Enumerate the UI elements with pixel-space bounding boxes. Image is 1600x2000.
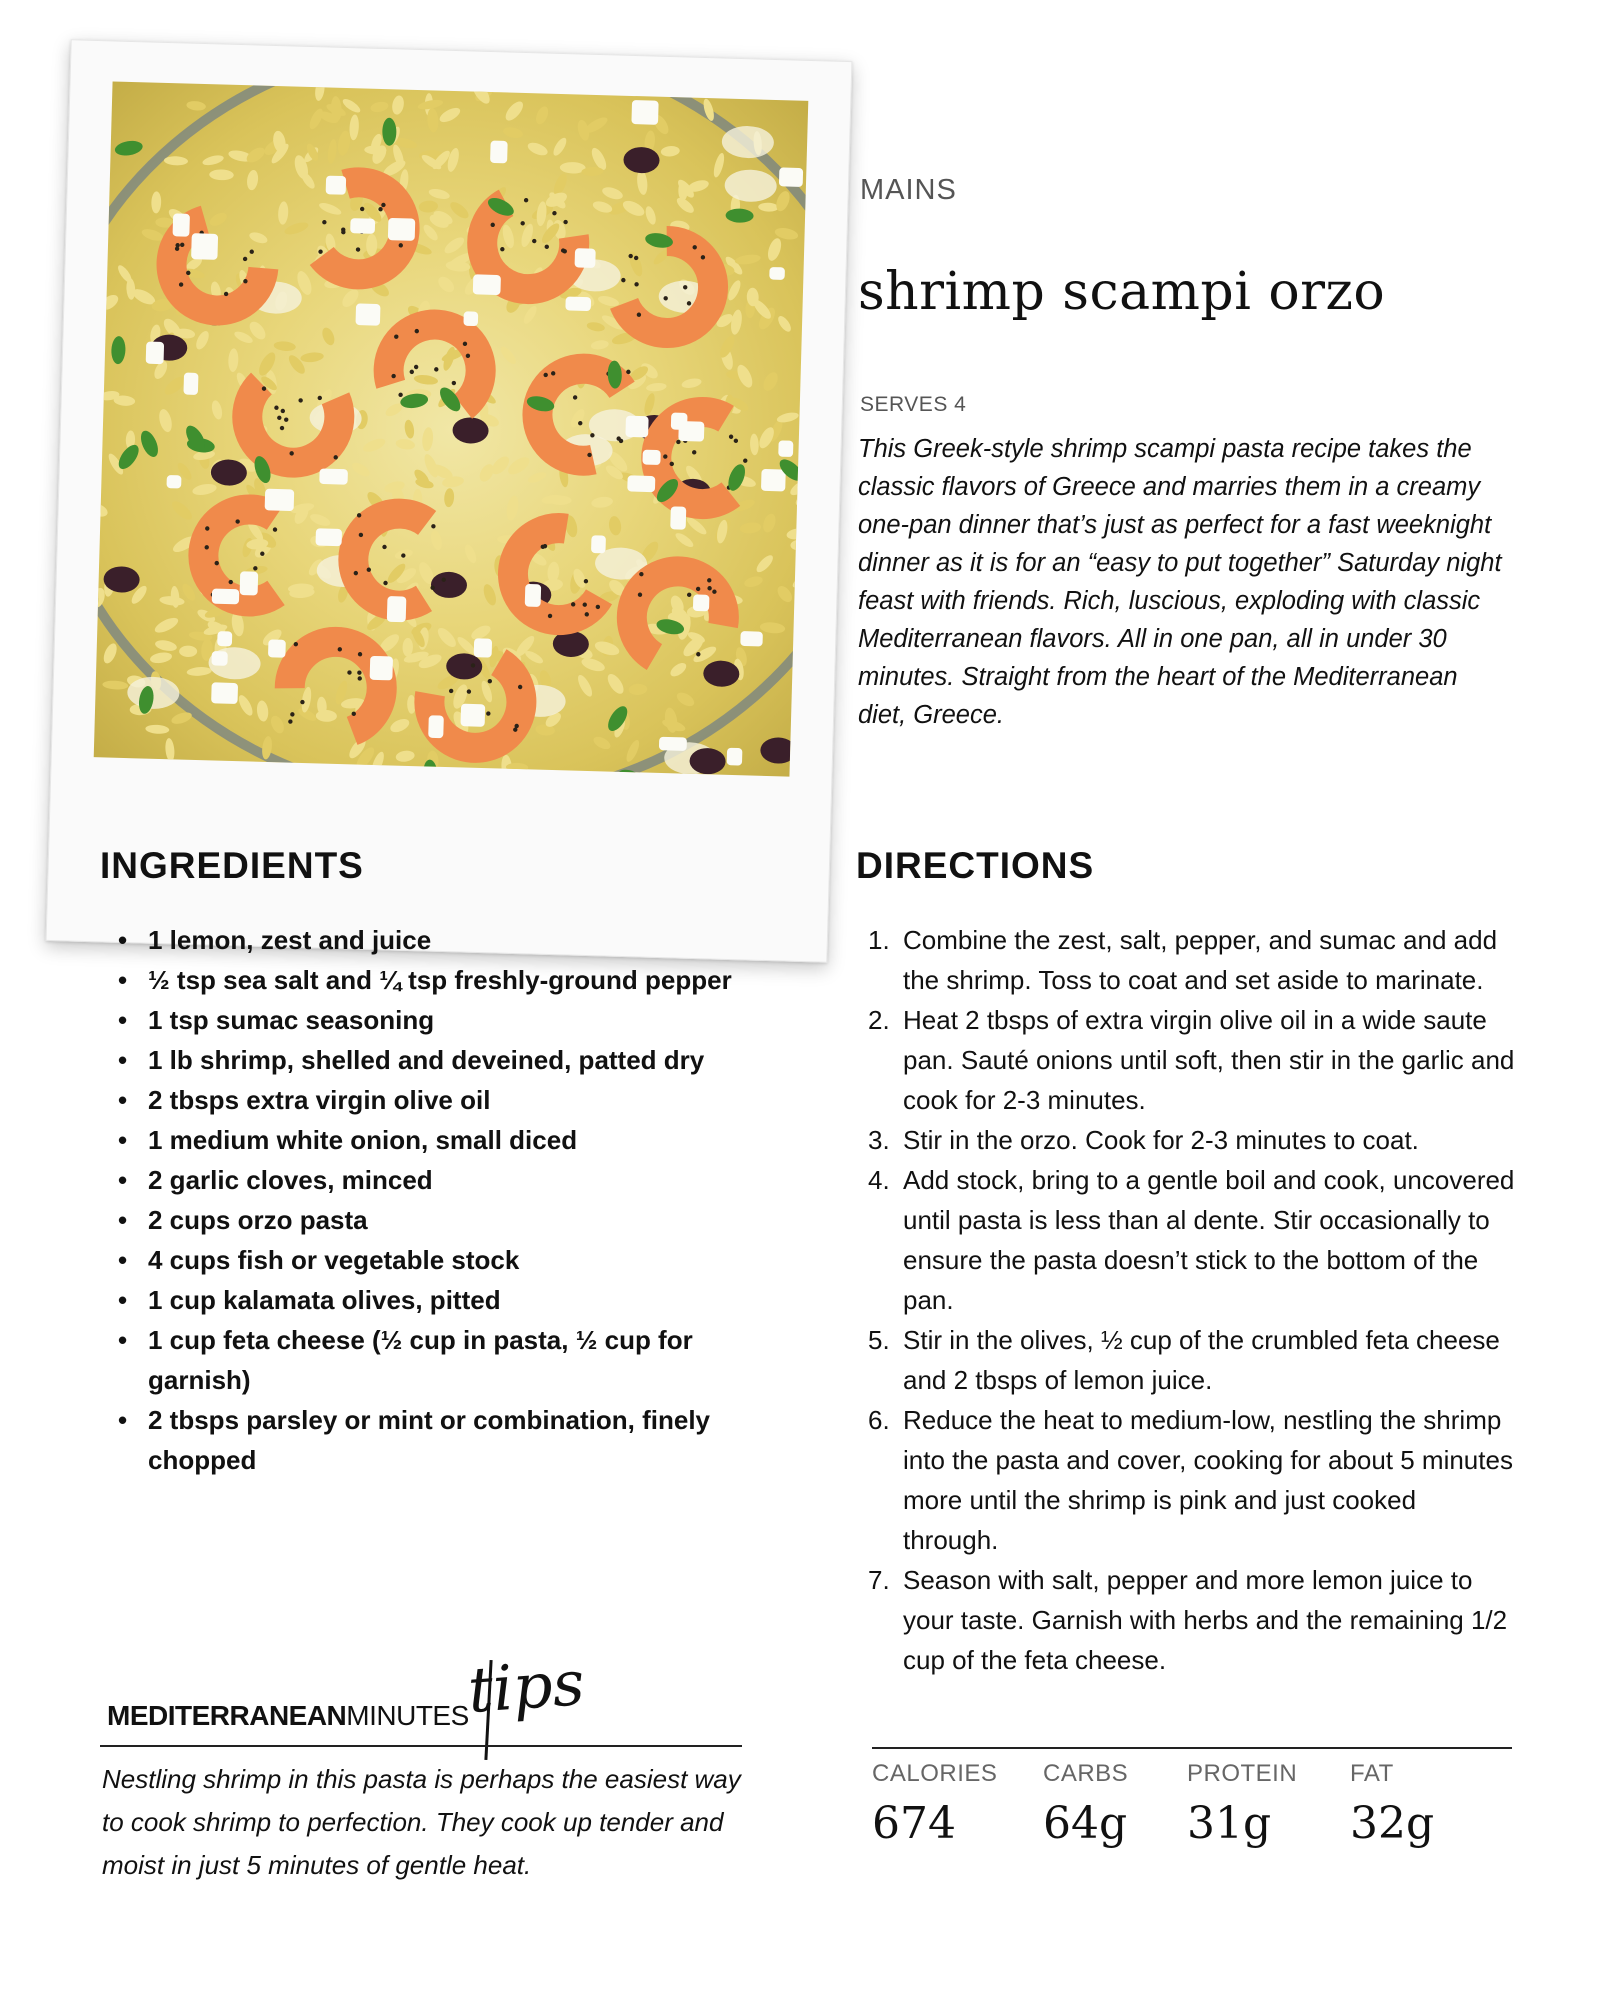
feta-crumble [490, 141, 508, 164]
pepper-fleck [573, 395, 578, 400]
feta-crumble [671, 413, 688, 431]
orzo-grain [580, 656, 607, 674]
ingredients-list [100, 920, 750, 1480]
orzo-grain [551, 136, 569, 158]
feta-crumble [211, 651, 227, 666]
orzo-grain [628, 683, 647, 695]
feta-crumble [659, 737, 687, 751]
feta-crumble [627, 475, 655, 492]
orzo-grain [208, 210, 229, 228]
orzo-grain [445, 260, 471, 273]
feta-crumble [166, 475, 181, 488]
feta-crumble [212, 588, 240, 604]
pepper-fleck [545, 245, 550, 250]
orzo-grain [505, 454, 532, 478]
olive [760, 737, 797, 764]
orzo-grain [799, 376, 808, 398]
feta-crumble [693, 594, 710, 611]
step-number: 1. [868, 925, 890, 955]
orzo-grain [502, 126, 524, 140]
orzo-grain [786, 527, 808, 541]
orzo-grain [428, 187, 451, 201]
dish-illustration [94, 81, 809, 776]
brand-name-light: MINUTES [346, 1700, 469, 1731]
orzo-grain [503, 99, 527, 124]
orzo-grain [151, 191, 161, 213]
orzo-grain [94, 300, 97, 325]
step-text: Combine the zest, salt, pepper, and sumac and add the shrimp. Toss to coat and set aside to marinate. [903, 925, 1498, 995]
feta-crumble [463, 311, 478, 326]
feta-crumble [268, 639, 286, 657]
nutrition-value: 674 [872, 1798, 956, 1849]
nutrition-calories [872, 1760, 997, 1849]
pepper-fleck [734, 439, 739, 444]
direction-step [868, 1120, 1518, 1160]
pepper-fleck [277, 416, 282, 421]
orzo-grain [201, 154, 224, 167]
direction-step [868, 1400, 1518, 1560]
nutrition-carbs [1043, 1760, 1128, 1849]
pepper-fleck [532, 239, 537, 244]
orzo-grain [94, 501, 110, 519]
ingredient-item: • 1 lemon, zest and juice [100, 920, 750, 960]
tips-script-label: tips [465, 1646, 587, 1727]
orzo-grain [402, 638, 413, 657]
pepper-fleck [414, 365, 419, 370]
pepper-fleck [434, 367, 439, 372]
orzo-grain [646, 382, 667, 392]
pepper-fleck [687, 593, 692, 598]
nutrition-label: CARBS [1043, 1760, 1129, 1787]
recipe-title: shrimp scampi orzo [858, 262, 1386, 322]
pepper-fleck [431, 524, 436, 529]
orzo-grain [442, 234, 467, 256]
feta-crumble [727, 748, 743, 766]
orzo-grain [712, 152, 727, 179]
orzo-grain [568, 407, 587, 430]
direction-step [868, 1000, 1518, 1120]
orzo-grain [519, 222, 535, 248]
ingredient-item: • 1 tsp sumac seasoning [100, 1000, 750, 1040]
orzo-grain [521, 304, 539, 326]
nutrition-value: 64g [1043, 1798, 1128, 1849]
orzo-grain [153, 615, 181, 636]
feta-crumble [761, 469, 786, 492]
orzo-grain [429, 529, 444, 551]
pepper-fleck [486, 711, 491, 716]
ingredient-item: • 1 cup kalamata olives, pitted [100, 1280, 750, 1320]
orzo-grain [759, 621, 785, 634]
orzo-grain [526, 140, 549, 158]
orzo-grain [164, 156, 188, 166]
orzo-grain [597, 294, 620, 308]
orzo-grain [505, 495, 520, 522]
orzo-grain [591, 734, 612, 752]
orzo-grain [164, 738, 175, 762]
ingredient-item: • ½ tsp sea salt and ¼ tsp freshly-ground pepper [100, 960, 750, 1000]
parsley-leaf [114, 139, 144, 157]
orzo-grain [601, 185, 625, 202]
orzo-grain [336, 130, 352, 157]
step-text: Stir in the orzo. Cook for 2-3 minutes to coat. [903, 1125, 1419, 1155]
recipe-intro: This Greek-style shrimp scampi pasta recipe takes the classic flavors of Greece and marries them in a creamy one-pan dinner that’s just as perfect for a fast weeknight dinner as it is for an “easy to put together” Saturday night feast with friends. Rich, luscious, exploding with classic Mediterranean flavors. All in one pan, all in under 30 minutes. Straight from the heart of the Mediterranean diet, Greece. [858, 435, 1502, 729]
orzo-grain [463, 543, 479, 565]
orzo-grain [754, 553, 776, 575]
feta-crumble [191, 233, 218, 260]
orzo-grain [534, 105, 551, 127]
orzo-grain [256, 700, 269, 722]
orzo-grain [228, 348, 239, 372]
ingredient-item: • 1 lb shrimp, shelled and deveined, patted dry [100, 1040, 750, 1080]
orzo-grain [395, 438, 416, 451]
orzo-grain [395, 749, 415, 762]
pepper-fleck [520, 221, 525, 226]
orzo-grain [210, 399, 224, 420]
ingredient-item: • 2 tbsps parsley or mint or combination, finely chopped [100, 1400, 750, 1480]
parsley-leaf [137, 428, 161, 459]
directions-heading: DIRECTIONS [856, 845, 1095, 886]
pepper-fleck [290, 712, 295, 717]
ingredient-item: • 2 tbsps extra virgin olive oil [100, 1080, 750, 1120]
orzo-grain [101, 642, 119, 666]
feta-crumble [460, 704, 485, 727]
recipe-category: MAINS [860, 174, 957, 206]
orzo-grain [349, 114, 360, 140]
orzo-grain [788, 477, 808, 499]
orzo-grain [743, 575, 764, 589]
orzo-grain [673, 531, 695, 550]
orzo-grain [388, 716, 411, 734]
orzo-grain [498, 344, 518, 366]
feta-crumble [428, 715, 444, 738]
orzo-grain [660, 145, 680, 157]
orzo-grain [547, 81, 566, 83]
orzo-grain [179, 646, 197, 658]
feta-crumble [631, 100, 658, 125]
orzo-grain [501, 224, 516, 250]
orzo-grain [761, 370, 781, 393]
servings: SERVES 4 [860, 393, 967, 416]
orzo-grain [246, 169, 259, 191]
direction-step [868, 1320, 1518, 1400]
orzo-grain [370, 100, 390, 113]
orzo-grain [140, 227, 165, 243]
feta-crumble [642, 450, 660, 465]
feta-crumble [183, 373, 198, 395]
orzo-grain [169, 498, 195, 523]
nutrition-value: 32g [1350, 1798, 1435, 1849]
pepper-fleck [488, 679, 493, 684]
feta-crumble [525, 584, 541, 607]
feta-crumble [315, 528, 342, 546]
pepper-fleck [347, 670, 352, 675]
orzo-grain [446, 147, 461, 173]
ingredient-item: • 1 medium white onion, small diced [100, 1120, 750, 1160]
orzo-grain [399, 765, 417, 776]
feta-crumble [370, 656, 393, 681]
orzo-grain [624, 738, 642, 763]
orzo-grain [236, 693, 255, 718]
orzo-grain [361, 436, 387, 454]
parsley-leaf [725, 208, 753, 223]
feta-crumble [217, 631, 232, 646]
direction-step [868, 1160, 1518, 1320]
ingredient-item: • 1 cup feta cheese (½ cup in pasta, ½ cup for garnish) [100, 1320, 750, 1400]
pepper-fleck [281, 409, 286, 414]
pepper-fleck [398, 393, 403, 398]
pepper-fleck [298, 398, 303, 403]
orzo-grain [790, 539, 808, 551]
nutrition-value: 31g [1187, 1798, 1272, 1849]
orzo-grain [320, 326, 337, 347]
pepper-fleck [360, 207, 365, 212]
feta-crumble [591, 535, 606, 553]
pepper-fleck [284, 417, 289, 422]
orzo-grain [307, 107, 325, 131]
ingredient-item: • 2 cups orzo pasta [100, 1200, 750, 1240]
pepper-fleck [357, 670, 362, 675]
step-number: 5. [868, 1325, 890, 1355]
orzo-grain [481, 583, 498, 607]
feta-crumble [388, 218, 415, 241]
step-number: 2. [868, 1005, 890, 1035]
feta-crumble [387, 596, 407, 622]
orzo-grain [233, 329, 255, 345]
pepper-fleck [382, 545, 387, 550]
orzo-grain [535, 201, 547, 227]
shrimp-orzo-photo [94, 81, 809, 776]
feta-crumble [355, 303, 380, 325]
orzo-grain [590, 339, 609, 350]
orzo-grain [116, 263, 134, 284]
orzo-grain [186, 100, 206, 111]
tips-text: Nestling shrimp in this pasta is perhaps the easiest way to cook shrimp to perfection. They cook up tender and moist in just 5 minutes of gentle heat. [102, 1764, 741, 1880]
orzo-grain [350, 460, 372, 479]
step-text: Reduce the heat to medium-low, nestling the shrimp into the pasta and cover, cooking for about 5 minutes more until the shrimp is pink and just cooked through. [903, 1405, 1513, 1555]
orzo-grain [102, 680, 128, 690]
orzo-grain [413, 374, 438, 386]
onion-piece [724, 169, 777, 202]
orzo-grain [145, 724, 169, 734]
pepper-fleck [452, 381, 457, 386]
orzo-grain [98, 292, 121, 313]
feta-crumble [265, 489, 295, 511]
pepper-fleck [449, 689, 454, 694]
step-text: Season with salt, pepper and more lemon juice to your taste. Garnish with herbs and the remaining 1/2 cup of the feta cheese. [903, 1565, 1508, 1675]
orzo-grain [681, 377, 702, 390]
pepper-fleck [357, 676, 362, 681]
nutrition-fat [1350, 1760, 1434, 1849]
orzo-grain [277, 201, 288, 225]
step-number: 7. [868, 1565, 890, 1595]
pepper-fleck [356, 247, 361, 252]
orzo-grain [268, 714, 286, 736]
orzo-grain [418, 200, 438, 213]
orzo-grain [726, 279, 743, 302]
orzo-grain [575, 673, 595, 699]
orzo-grain [591, 496, 614, 509]
orzo-grain [775, 583, 795, 604]
pepper-fleck [383, 581, 388, 586]
pepper-fleck [243, 257, 248, 262]
orzo-grain [94, 489, 98, 509]
pepper-fleck [552, 211, 557, 216]
orzo-grain [790, 569, 808, 590]
feta-crumble [211, 682, 238, 704]
pepper-fleck [634, 282, 639, 287]
nutrition-protein [1187, 1760, 1297, 1849]
orzo-grain [668, 660, 688, 679]
orzo-grain [734, 253, 761, 266]
orzo-grain [309, 512, 332, 529]
orzo-grain [644, 205, 658, 226]
orzo-grain [154, 639, 178, 653]
step-number: 4. [868, 1165, 890, 1195]
orzo-grain [440, 775, 465, 776]
orzo-grain [479, 680, 494, 704]
feta-crumble [319, 468, 348, 484]
direction-step [868, 1560, 1518, 1680]
ingredient-item: • 2 garlic cloves, minced [100, 1160, 750, 1200]
orzo-grain [403, 419, 415, 439]
orzo-grain [765, 237, 783, 263]
pepper-fleck [729, 434, 734, 439]
orzo-grain [796, 542, 808, 559]
orzo-grain [739, 521, 762, 534]
olive [431, 571, 468, 598]
orzo-grain [157, 408, 174, 434]
orzo-grain [758, 202, 779, 212]
pepper-fleck [676, 440, 681, 445]
brand-logo [107, 1700, 469, 1732]
direction-step [868, 920, 1518, 1000]
orzo-grain [327, 139, 338, 165]
feta-crumble [240, 571, 259, 595]
pepper-fleck [500, 247, 505, 252]
orzo-grain [608, 515, 623, 536]
feta-crumble [565, 297, 591, 312]
feta-crumble [779, 167, 803, 187]
orzo-grain [555, 773, 577, 777]
pepper-fleck [621, 278, 626, 283]
orzo-grain [642, 392, 656, 416]
orzo-grain [636, 170, 649, 196]
feta-crumble [146, 341, 164, 364]
pepper-fleck [273, 527, 278, 532]
orzo-grain [435, 274, 457, 295]
orzo-grain [444, 488, 455, 508]
feta-crumble [474, 638, 492, 657]
orzo-grain [761, 512, 778, 534]
orzo-grain [314, 81, 326, 101]
feta-crumble [769, 267, 785, 280]
orzo-grain [192, 482, 218, 497]
feta-crumble [575, 248, 596, 268]
recipe-photo-frame [46, 39, 853, 962]
parsley-leaf [111, 336, 126, 365]
feta-crumble [326, 176, 347, 195]
tips-divider [100, 1745, 742, 1747]
orzo-grain [186, 666, 212, 677]
orzo-grain [605, 671, 627, 696]
feta-crumble [625, 416, 648, 438]
orzo-grain [437, 105, 462, 125]
orzo-grain [391, 95, 406, 116]
feta-crumble [350, 218, 375, 234]
nutrition-label: FAT [1350, 1760, 1394, 1787]
orzo-grain [776, 314, 794, 334]
orzo-grain [421, 427, 434, 452]
step-number: 3. [868, 1125, 890, 1155]
step-text: Stir in the olives, ½ cup of the crumbled feta cheese and 2 tbsps of lemon juice. [903, 1325, 1500, 1395]
feta-crumble [670, 506, 686, 529]
orzo-grain [586, 321, 606, 333]
pepper-fleck [280, 426, 285, 431]
pepper-fleck [249, 249, 254, 254]
step-text: Add stock, bring to a gentle boil and cook, uncovered until pasta is less than al dente. Stir occasionally to ensure the pasta doesn’t stick to the bottom of the pan. [903, 1165, 1515, 1315]
pepper-fleck [274, 405, 279, 410]
orzo-grain [527, 470, 548, 485]
orzo-grain [318, 201, 343, 217]
parsley-leaf [382, 118, 396, 146]
orzo-grain [750, 433, 760, 455]
brand-name-bold: MEDITERRANEAN [107, 1700, 347, 1731]
step-text: Heat 2 tbsps of extra virgin olive oil in a wide saute pan. Sauté onions until soft, then stir in the garlic and cook for 2-3 minutes. [903, 1005, 1515, 1115]
orzo-grain [273, 340, 296, 351]
feta-crumble [740, 631, 763, 646]
orzo-grain [149, 651, 172, 665]
feta-crumble [173, 213, 190, 236]
orzo-grain [209, 169, 234, 180]
olive [623, 147, 660, 174]
ingredients-heading: INGREDIENTS [100, 845, 364, 886]
orzo-grain [509, 768, 525, 776]
ingredient-item: • 4 cups fish or vegetable stock [100, 1240, 750, 1280]
pepper-fleck [692, 450, 697, 455]
orzo-grain [729, 309, 743, 336]
feta-crumble [473, 274, 501, 295]
orzo-grain [248, 230, 269, 245]
orzo-grain [94, 357, 98, 381]
nutrition-divider [872, 1747, 1512, 1749]
directions-list [868, 920, 1518, 1680]
step-number: 6. [868, 1405, 890, 1435]
nutrition-label: CALORIES [872, 1760, 998, 1787]
pepper-fleck [743, 458, 748, 463]
orzo-grain [194, 329, 212, 351]
shrimp [289, 642, 382, 735]
pepper-fleck [563, 220, 568, 225]
orzo-grain [435, 625, 459, 650]
orzo-grain [283, 220, 310, 237]
orzo-grain [642, 81, 667, 93]
orzo-grain [675, 690, 697, 709]
feta-crumble [778, 440, 793, 457]
pepper-fleck [322, 220, 327, 225]
pepper-fleck [410, 370, 415, 375]
pepper-fleck [288, 719, 293, 724]
orzo-grain [300, 351, 324, 363]
pepper-fleck [524, 198, 529, 203]
nutrition-label: PROTEIN [1187, 1760, 1298, 1787]
